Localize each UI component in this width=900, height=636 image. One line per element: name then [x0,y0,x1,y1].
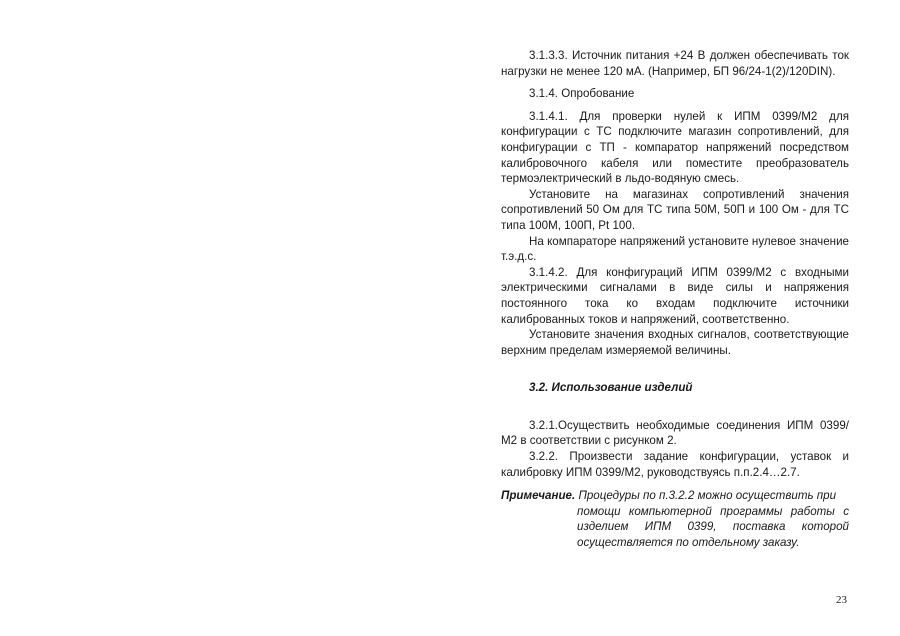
paragraph-electrical-inputs: 3.1.4.2. Для конфигураций ИПМ 0399/М2 с входными электрическими сигналами в виде силы и напряжения постоянного тока ко входам подключите источники калиброванных токов и напряжений, соответственно. [501,265,849,326]
text-column [501,48,849,551]
paragraph-connections: 3.2.1.Осуществить необходимые соединения ИПМ 0399/М2 в соответствии с рисунком 2. [501,418,849,448]
note-block [501,488,849,550]
paragraph-testing-title: 3.1.4. Опробование [529,87,635,101]
note-first-line [501,488,849,504]
paragraph-input-signals: Установите значения входных сигналов, соответствующие верхним пределам измеряемой величины. [501,328,849,357]
section-heading: 3.2. Использование изделий [529,381,693,395]
note-continuation: помощи компьютерной программы работы с изделием ИПМ 0399, поставка которой осуществляется по отдельному заказу. [577,504,849,550]
paragraph-comparator: На компараторе напряжений установите нулевое значение т.э.д.с. [501,234,849,264]
paragraph-zero-check: 3.1.4.1. Для проверки нулей к ИПМ 0399/М2 для конфигурации с ТС подключите магазин сопротивлений, для конфигурации с ТП - компаратор напряжений посредством калибровочного кабеля или поместите преобразователь термоэлектрический в льдо-водяную смесь. [501,109,849,186]
page-number: 23 [836,594,847,606]
note-label: Примечание. [501,489,576,503]
paragraph-power-supply: 3.1.3.3. Источник питания +24 В должен обеспечивать ток нагрузки не менее 120 мА. (Например, БП 96/24-1(2)/120DIN). [501,49,849,78]
note-text-line1: Процедуры по п.3.2.2 можно осуществить при [578,489,837,503]
paragraph-configuration: 3.2.2. Произвести задание конфигурации, уставок и калибровку ИПМ 0399/М2, руководствуясь п.п.2.4…2.7. [501,450,849,479]
paragraph-resistance-values: Установите на магазинах сопротивлений значения сопротивлений 50 Ом для ТС типа 50М, 50П и 100 Ом - для ТС типа 100М, 100П, Pt 100. [501,187,849,232]
